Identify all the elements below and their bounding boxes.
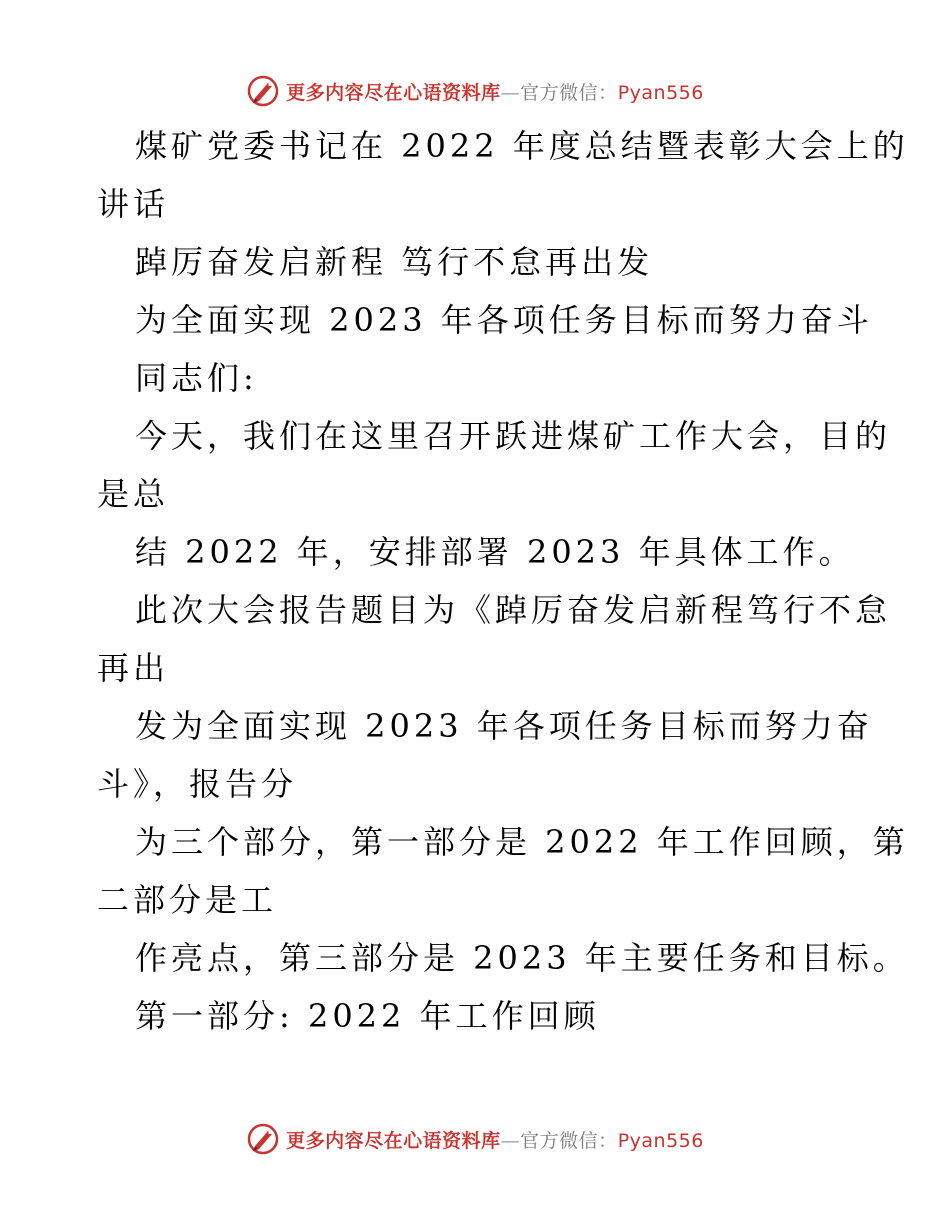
paragraph-line: 作亮点，第三部分是 2023 年主要任务和目标。 — [135, 939, 909, 977]
banner-wechat-label: 官方微信： — [520, 1129, 618, 1152]
banner-text — [286, 78, 704, 105]
paragraph-line: 是总 — [97, 475, 170, 513]
paragraph-line: 此次大会报告题目为《踔厉奋发启新程笃行不怠 — [135, 591, 892, 629]
title-line-2: 讲话 — [97, 185, 170, 223]
paragraph-line: 二部分是工 — [97, 881, 278, 919]
header-banner — [0, 71, 950, 111]
paragraph-line: 为三个部分，第一部分是 2022 年工作回顾，第 — [135, 823, 909, 861]
banner-dash: — — [500, 81, 521, 104]
banner-content — [246, 74, 704, 108]
paragraph-line: 今天，我们在这里召开跃进煤矿工作大会，目的 — [135, 417, 892, 455]
paragraph-line: 再出 — [97, 649, 170, 687]
banner-wechat-id: Pyan556 — [617, 81, 704, 104]
banner-main-text: 更多内容尽在心语资料库 — [286, 1129, 501, 1152]
banner-content — [246, 1122, 704, 1156]
subtitle-line-1: 踔厉奋发启新程 笃行不怠再出发 — [135, 243, 654, 281]
banner-wechat-id: Pyan556 — [617, 1129, 704, 1152]
banner-main-text: 更多内容尽在心语资料库 — [286, 81, 501, 104]
banner-dash: — — [500, 1129, 521, 1152]
paragraph-line: 发为全面实现 2023 年各项任务目标而努力奋 — [135, 707, 873, 745]
section-heading: 第一部分: 2022 年工作回顾 — [135, 997, 600, 1035]
pen-logo-icon — [246, 1122, 280, 1156]
title-line-1: 煤矿党委书记在 2022 年度总结暨表彰大会上的 — [135, 127, 909, 165]
paragraph-line: 结 2022 年，安排部署 2023 年具体工作。 — [135, 533, 855, 571]
banner-wechat-label: 官方微信： — [520, 81, 618, 104]
pen-logo-icon — [246, 74, 280, 108]
paragraph-line: 斗》，报告分 — [97, 765, 298, 803]
footer-banner — [0, 1119, 950, 1159]
banner-text — [286, 1126, 704, 1153]
subtitle-line-2: 为全面实现 2023 年各项任务目标而努力奋斗 — [135, 301, 873, 339]
salutation: 同志们: — [135, 359, 258, 397]
